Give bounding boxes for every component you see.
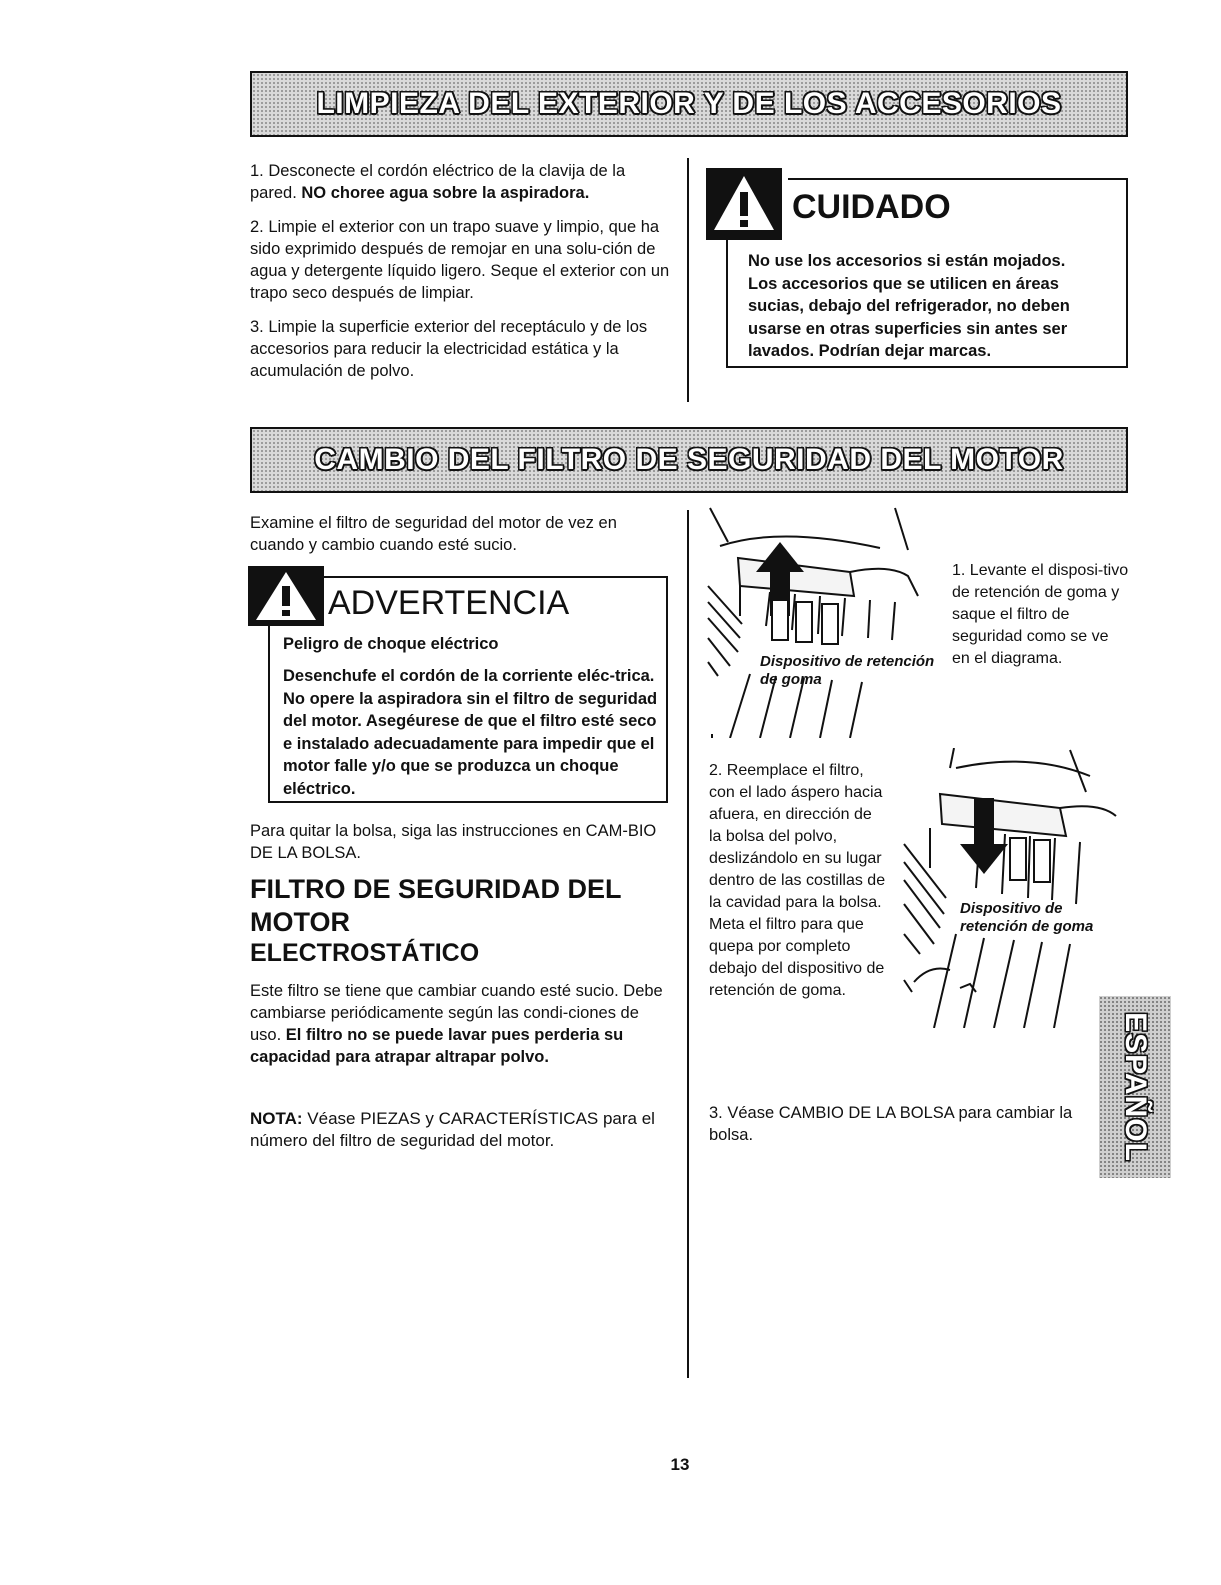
bag-note: Para quitar la bolsa, siga las instrucciones en CAM-BIO DE LA BOLSA. bbox=[250, 822, 657, 862]
section-title: CAMBIO DEL FILTRO DE SEGURIDAD DEL MOTOR bbox=[314, 443, 1064, 476]
language-tab: ESPAÑOL bbox=[1099, 996, 1171, 1178]
figure-step-1: 1. Levante el disposi-tivo de retención de goma y saque el filtro de seguridad como se ve en el diagrama. bbox=[952, 562, 1129, 667]
warning-title: ADVERTENCIA bbox=[328, 584, 570, 622]
caution-title: CUIDADO bbox=[792, 188, 951, 226]
filter-subheading: ELECTROSTÁTICO bbox=[250, 939, 480, 967]
warning-text: Desenchufe el cordón de la corriente eléc-trica. No opere la aspiradora sin el filtro de seguridad del motor. Asegéurese de que el filtro esté seco e instalado adecuadamente para impedir que el motor falle y/o que se produzca un choque eléctrico. bbox=[283, 667, 658, 798]
section-banner-filter bbox=[250, 427, 1128, 493]
step-1: 1. Desconecte el cordón eléctrico de la clavija de la pared. NO choree agua sobre la aspiradora. bbox=[250, 162, 626, 202]
warning-icon bbox=[248, 566, 324, 626]
warning-icon bbox=[706, 168, 782, 240]
diagram-2-caption: Dispositivo de retención de goma bbox=[960, 900, 1094, 935]
step-3: 3. Limpie la superficie exterior del receptáculo y de los accesorios para reducir la electricidad estática y la acumulación de polvo. bbox=[250, 318, 648, 380]
filter-description: Este filtro se tiene que cambiar cuando esté sucio. Debe cambiarse periódicamente según las condi-ciones de uso. El filtro no se puede lavar pues perderia su capacidad para atrapar altrapar polvo. bbox=[250, 982, 663, 1066]
column-divider bbox=[687, 158, 689, 402]
caution-text: No use los accesorios si están mojados. Los accesorios que se utilicen en áreas sucias, debajo del refrigerador, no deben usarse en otras superficies sin antes ser lavados. Podrían dejar marcas. bbox=[748, 252, 1070, 360]
section-banner-cleaning bbox=[250, 71, 1128, 137]
warning-subtitle: Peligro de choque eléctrico bbox=[283, 635, 499, 653]
figure-step-3: 3. Véase CAMBIO DE LA BOLSA para cambiar la bolsa. bbox=[709, 1104, 1073, 1144]
filter-removal-diagram bbox=[700, 506, 940, 738]
filter-heading: FILTRO DE SEGURIDAD DEL MOTOR bbox=[250, 874, 622, 937]
step-2: 2. Limpie el exterior con un trapo suave y limpio, que ha sido exprimido después de remojar en una solu-ción de agua y detergente líquido ligero. Seque el exterior con un trapo seco después de limpiar. bbox=[250, 218, 670, 302]
diagram-1-caption: Dispositivo de retención de goma bbox=[760, 653, 935, 688]
section-title: LIMPIEZA DEL EXTERIOR Y DE LOS ACCESORIOS bbox=[316, 87, 1062, 120]
note: NOTA: Véase PIEZAS y CARACTERÍSTICAS para el número del filtro de seguridad del motor. bbox=[250, 1109, 655, 1150]
page-number: 13 bbox=[670, 1455, 690, 1474]
filter-install-diagram bbox=[890, 748, 1130, 1028]
column-divider bbox=[687, 510, 689, 1378]
figure-step-2: 2. Reemplace el filtro, con el lado áspero hacia afuera, en dirección de la bolsa del polvo, deslizándolo en su lugar dentro de las costillas de la cavidad para la bolsa. Meta el filtro para que quepa por completo debajo del dispositivo de retención de goma. bbox=[709, 762, 886, 999]
intro-text: Examine el filtro de seguridad del motor de vez en cuando y cambio cuando esté sucio. bbox=[250, 514, 617, 554]
